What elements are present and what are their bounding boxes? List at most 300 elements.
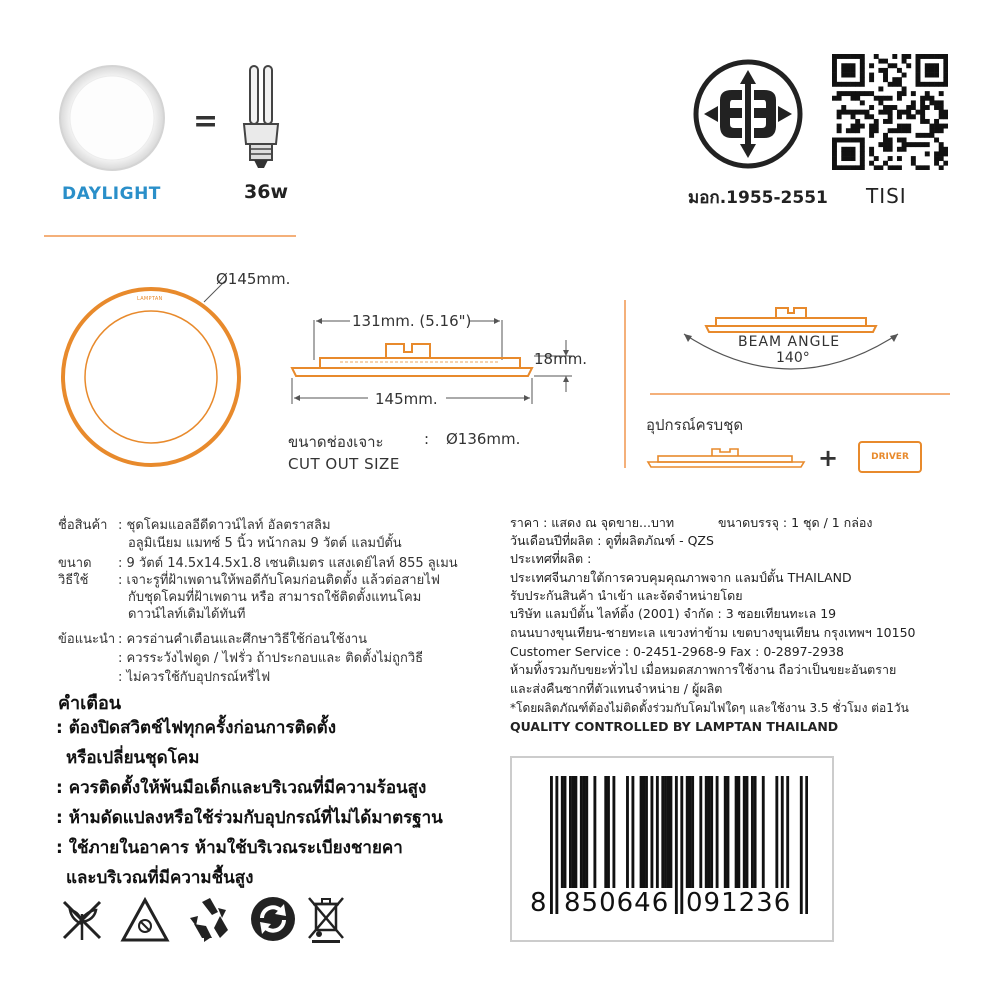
- qr-module: [943, 147, 948, 152]
- barcode-bar: [650, 776, 653, 888]
- qr-module: [916, 142, 921, 147]
- qr-module: [869, 77, 874, 82]
- qr-module: [916, 165, 921, 170]
- qr-module: [837, 165, 842, 170]
- qr-module: [911, 105, 916, 110]
- qr-module: [916, 77, 921, 82]
- barcode-bar: [640, 776, 643, 888]
- qr-module: [874, 96, 879, 101]
- qr-module: [851, 63, 856, 68]
- qr-module: [837, 110, 842, 115]
- qr-module: [851, 138, 856, 143]
- qr-module: [897, 96, 902, 101]
- qr-module: [916, 63, 921, 68]
- qr-module: [897, 68, 902, 73]
- barcode-bar: [705, 776, 708, 888]
- qr-module: [869, 105, 874, 110]
- qr-module: [939, 100, 944, 105]
- barcode-bar: [708, 776, 711, 888]
- barcode-bar: [710, 776, 713, 888]
- qr-module: [860, 68, 865, 73]
- beam-divider: [650, 393, 950, 395]
- qr-module: [906, 63, 911, 68]
- qr-module: [832, 82, 837, 87]
- qr-module: [943, 161, 948, 166]
- qr-module: [883, 138, 888, 143]
- qr-module: [943, 110, 948, 115]
- qr-module: [846, 128, 851, 133]
- qr-module: [929, 96, 934, 101]
- outer-diameter-label: Ø145mm.: [216, 270, 291, 288]
- qr-module: [929, 124, 934, 129]
- spec-advice-line3: : ไม่ควรใช้กับอุปกรณ์หรี่ไฟ: [118, 670, 271, 685]
- qr-module: [860, 91, 865, 96]
- qr-module: [920, 133, 925, 138]
- barcode-bar: [645, 776, 648, 888]
- qr-module: [883, 147, 888, 152]
- barcode-bar: [585, 776, 588, 888]
- qr-module: [869, 133, 874, 138]
- qr-module: [851, 91, 856, 96]
- qr-module: [897, 165, 902, 170]
- qr-module: [837, 138, 842, 143]
- qr-module: [888, 128, 893, 133]
- barcode-bar: [727, 776, 730, 888]
- qr-module: [897, 114, 902, 119]
- qr-module: [888, 96, 893, 101]
- qr-module: [874, 54, 879, 59]
- qr-module: [851, 110, 856, 115]
- qr-module: [841, 138, 846, 143]
- qr-module: [929, 82, 934, 87]
- barcode-bar: [746, 776, 749, 888]
- qr-module: [902, 73, 907, 78]
- qr-module: [888, 114, 893, 119]
- qr-module: [878, 142, 883, 147]
- qr-module: [855, 165, 860, 170]
- qr-module: [929, 63, 934, 68]
- qr-module: [860, 110, 865, 115]
- info-disposal-2: และส่งคืนซากที่ตัวแทนจำหน่าย / ผู้ผลิต: [510, 681, 723, 696]
- barcode-bar: [550, 776, 553, 914]
- qr-module: [860, 156, 865, 161]
- qr-module: [939, 147, 944, 152]
- spec-name-label: ชื่อสินค้า: [58, 518, 108, 533]
- qr-module: [902, 142, 907, 147]
- qr-module: [920, 119, 925, 124]
- qr-module: [943, 73, 948, 78]
- qr-module: [911, 142, 916, 147]
- barcode-bar: [580, 776, 583, 888]
- qr-module: [851, 82, 856, 87]
- qr-module: [902, 138, 907, 143]
- qr-module: [837, 54, 842, 59]
- qr-module: [906, 110, 911, 115]
- info-country: ประเทศจีนภายใต้การควบคุมคุณภาพจาก แลมป์ตั้น THAILAND: [510, 570, 852, 585]
- qr-module: [860, 100, 865, 105]
- qr-module: [925, 119, 930, 124]
- qr-module: [916, 82, 921, 87]
- qr-module: [837, 114, 842, 119]
- barcode-bar: [561, 776, 564, 888]
- barcode-digits-right: 091236: [686, 888, 792, 918]
- qr-module: [855, 124, 860, 129]
- front-brand-small: LAMPTAN: [137, 296, 163, 302]
- qr-module: [851, 128, 856, 133]
- qr-module: [864, 110, 869, 115]
- qr-module: [869, 73, 874, 78]
- qr-module: [925, 91, 930, 96]
- warning-2: : ควรติดตั้งให้พ้นมือเด็กและบริเวณที่มีความร้อนสูง: [56, 778, 427, 798]
- qr-module: [888, 147, 893, 152]
- info-price: ราคา : แสดง ณ จุดขาย...บาท: [510, 515, 675, 530]
- warning-4b: และบริเวณที่มีความชื้นสูง: [66, 868, 254, 888]
- qr-module: [837, 124, 842, 129]
- barcode-bar: [786, 776, 789, 888]
- barcode-bar: [564, 776, 567, 888]
- qr-module: [906, 54, 911, 59]
- watt-label: 36w: [244, 181, 288, 203]
- qr-module: [888, 142, 893, 147]
- spec-advice-line2: : ควรระวังไฟดูด / ไฟรั่ว ถ้าประกอบและ ติดตั้งไม่ถูกวิธี: [118, 651, 424, 666]
- qr-module: [929, 133, 934, 138]
- barcode-bar: [593, 776, 596, 888]
- qr-module: [878, 100, 883, 105]
- qr-module: [929, 73, 934, 78]
- qr-module: [851, 156, 856, 161]
- inner-width-label: 131mm. (5.16"): [352, 312, 472, 330]
- spec-size-label: ขนาด: [58, 556, 92, 571]
- qr-module: [920, 105, 925, 110]
- qr-module: [855, 96, 860, 101]
- qr-module: [832, 138, 837, 143]
- top-divider: [44, 235, 296, 237]
- qr-module: [851, 73, 856, 78]
- qr-module: [906, 105, 911, 110]
- tisi-label: TISI: [866, 184, 907, 208]
- qr-module: [869, 147, 874, 152]
- barcode-bar: [607, 776, 610, 888]
- qr-module: [860, 142, 865, 147]
- qr-module: [841, 68, 846, 73]
- qr-module: [851, 124, 856, 129]
- qr-module: [934, 63, 939, 68]
- beam-angle-value: 140°: [776, 350, 810, 366]
- cutout-colon: :: [424, 430, 430, 448]
- qr-module: [874, 128, 879, 133]
- qr-module: [892, 63, 897, 68]
- info-customer-service: Customer Service : 0-2451-2968-9 Fax : 0-2897-2938: [510, 644, 844, 659]
- qr-module: [892, 82, 897, 87]
- qr-module: [916, 59, 921, 64]
- barcode-bar: [569, 776, 572, 888]
- qr-module: [920, 82, 925, 87]
- qr-module: [943, 114, 948, 119]
- spec-use-label: วิธีใช้: [58, 573, 89, 588]
- qr-module: [860, 151, 865, 156]
- qr-module: [878, 96, 883, 101]
- qr-module: [934, 73, 939, 78]
- info-address: ถนนบางขุนเทียน-ชายทะเล แขวงท่าข้าม เขตบางขุนเทียน กรุงเทพฯ 10150: [510, 625, 916, 640]
- barcode-bar: [574, 776, 577, 888]
- qr-module: [878, 165, 883, 170]
- qr-module: [883, 110, 888, 115]
- qr-module: [869, 63, 874, 68]
- qr-module: [925, 133, 930, 138]
- qr-module: [892, 128, 897, 133]
- qr-module: [897, 138, 902, 143]
- qr-module: [943, 77, 948, 82]
- cutout-label-en: CUT OUT SIZE: [288, 455, 400, 473]
- qr-module: [934, 68, 939, 73]
- beam-angle-label: BEAM ANGLE: [738, 334, 841, 350]
- spec-advice-line1: : ควรอ่านคำเตือนและศึกษาวิธีใช้ก่อนใช้งาน: [118, 632, 368, 647]
- qr-module: [855, 91, 860, 96]
- qr-module: [846, 138, 851, 143]
- qr-module: [832, 161, 837, 166]
- qr-module: [925, 68, 930, 73]
- qr-module: [902, 86, 907, 91]
- qr-module: [878, 110, 883, 115]
- qr-module: [925, 142, 930, 147]
- qr-module: [943, 59, 948, 64]
- barcode-bar: [699, 776, 702, 888]
- qr-module: [883, 161, 888, 166]
- qr-module: [832, 73, 837, 78]
- qr-module: [841, 151, 846, 156]
- qr-module: [851, 114, 856, 119]
- qr-module: [883, 59, 888, 64]
- qr-module: [939, 165, 944, 170]
- qr-module: [939, 105, 944, 110]
- daylight-label: DAYLIGHT: [62, 184, 161, 204]
- qr-module: [916, 73, 921, 78]
- qr-module: [860, 147, 865, 152]
- qr-module: [897, 77, 902, 82]
- qr-module: [851, 165, 856, 170]
- qr-module: [841, 165, 846, 170]
- driver-label: DRIVER: [871, 452, 909, 462]
- height-label: 18mm.: [534, 350, 588, 368]
- qr-module: [851, 54, 856, 59]
- qr-module: [911, 100, 916, 105]
- barcode-bar: [572, 776, 575, 888]
- qr-module: [878, 86, 883, 91]
- qr-module: [920, 100, 925, 105]
- qr-module: [934, 119, 939, 124]
- qr-module: [943, 63, 948, 68]
- qr-module: [832, 96, 837, 101]
- info-disposal-1: ห้ามทิ้งรวมกับขยะทั่วไป เมื่อหมดสภาพการใช้งาน ถือว่าเป็นขยะอันตราย: [510, 662, 897, 677]
- qr-module: [920, 54, 925, 59]
- qr-module: [911, 114, 916, 119]
- weee-crossed-bin-icon: [306, 894, 346, 944]
- qr-module: [860, 161, 865, 166]
- qr-module: [851, 68, 856, 73]
- qr-module: [846, 147, 851, 152]
- qr-module: [929, 128, 934, 133]
- barcode-bar: [667, 776, 670, 888]
- qr-module: [906, 142, 911, 147]
- cutout-value: Ø136mm.: [446, 430, 521, 448]
- qr-module: [888, 138, 893, 143]
- barcode-digits-left: 850646: [564, 888, 670, 918]
- qr-module: [832, 147, 837, 152]
- qr-module: [934, 100, 939, 105]
- qr-module: [888, 63, 893, 68]
- barcode-digit-first: 8: [530, 888, 547, 918]
- qr-module: [902, 54, 907, 59]
- qr-module: [934, 105, 939, 110]
- qr-module: [846, 91, 851, 96]
- qr-module: [902, 59, 907, 64]
- qr-module: [916, 133, 921, 138]
- qr-module: [855, 82, 860, 87]
- barcode-bar: [781, 776, 784, 888]
- qr-module: [860, 63, 865, 68]
- qr-module: [892, 77, 897, 82]
- qr-module: [943, 82, 948, 87]
- qr-module: [860, 82, 865, 87]
- qr-module: [888, 82, 893, 87]
- info-warranty: รับประกันสินค้า นำเข้า และจัดจำหน่ายโดย: [510, 588, 743, 603]
- qr-code: [832, 54, 948, 170]
- qr-module: [897, 124, 902, 129]
- barcode-bar: [754, 776, 757, 888]
- barcode-bar: [735, 776, 738, 888]
- qr-module: [939, 142, 944, 147]
- barcode-bar: [626, 776, 629, 888]
- info-quality: QUALITY CONTROLLED BY LAMPTAN THAILAND: [510, 719, 839, 734]
- barcode-bar: [642, 776, 645, 888]
- qr-module: [934, 82, 939, 87]
- qr-module: [934, 151, 939, 156]
- barcode-bar: [724, 776, 727, 888]
- barcode-bar: [716, 776, 719, 888]
- warning-triangle-icon: [120, 896, 170, 944]
- qr-module: [874, 165, 879, 170]
- qr-module: [920, 165, 925, 170]
- qr-module: [925, 96, 930, 101]
- warning-4a: : ใช้ภายในอาคาร ห้ามใช้บริเวณระเบียงชายคา: [56, 838, 403, 858]
- info-country-label: ประเทศที่ผลิต :: [510, 551, 592, 566]
- qr-module: [841, 73, 846, 78]
- qr-module: [883, 96, 888, 101]
- qr-module: [846, 151, 851, 156]
- qr-module: [943, 68, 948, 73]
- barcode-bar: [737, 776, 740, 888]
- spec-use-line3: ดาวน์ไลท์เดิมได้ทันที: [128, 607, 246, 622]
- qr-module: [855, 128, 860, 133]
- qr-module: [832, 68, 837, 73]
- tis-mark-label: มอก.1955-2551: [688, 188, 828, 208]
- qr-module: [934, 124, 939, 129]
- qr-module: [869, 91, 874, 96]
- qr-module: [939, 124, 944, 129]
- qr-module: [929, 68, 934, 73]
- qr-module: [883, 119, 888, 124]
- info-company: บริษัท แลมป์ตั้น ไลท์ติ้ง (2001) จำกัด : 3 ซอยเทียนทะเล 19: [510, 606, 837, 621]
- qr-module: [869, 128, 874, 133]
- qr-module: [897, 91, 902, 96]
- qr-module: [911, 91, 916, 96]
- qr-module: [855, 110, 860, 115]
- qr-module: [939, 114, 944, 119]
- qr-module: [837, 91, 842, 96]
- barcode-bar: [680, 776, 683, 914]
- qr-module: [897, 147, 902, 152]
- qr-module: [846, 73, 851, 78]
- qr-module: [841, 110, 846, 115]
- qr-module: [864, 114, 869, 119]
- qr-module: [883, 73, 888, 78]
- qr-module: [943, 151, 948, 156]
- qr-module: [925, 151, 930, 156]
- barcode-bar: [604, 776, 607, 888]
- qr-module: [911, 161, 916, 166]
- diagram-vertical-divider: [624, 300, 626, 468]
- info-package: ขนาดบรรจุ : 1 ชุด / 1 กล่อง: [718, 515, 873, 530]
- qr-module: [878, 59, 883, 64]
- qr-module: [939, 128, 944, 133]
- tis-standard-logo: [690, 56, 806, 172]
- qr-module: [832, 151, 837, 156]
- qr-module: [902, 91, 907, 96]
- spec-name-line1: : ชุดโคมแอลอีดีดาวน์ไลท์ อัลตราสลิม: [118, 518, 331, 533]
- warning-title: คำเตือน: [58, 693, 122, 714]
- kit-downlight-drawing: [646, 446, 806, 470]
- qr-module: [916, 110, 921, 115]
- qr-module: [888, 119, 893, 124]
- qr-module: [925, 105, 930, 110]
- qr-module: [841, 82, 846, 87]
- qr-module: [846, 68, 851, 73]
- qr-module: [869, 114, 874, 119]
- qr-module: [902, 110, 907, 115]
- qr-module: [916, 68, 921, 73]
- qr-module: [860, 77, 865, 82]
- qr-module: [906, 114, 911, 119]
- warning-1b: หรือเปลี่ยนชุดโคม: [66, 748, 200, 768]
- barcode-bar: [800, 776, 803, 914]
- barcode-bar: [743, 776, 746, 888]
- barcode-bar: [555, 776, 558, 914]
- qr-module: [939, 91, 944, 96]
- qr-module: [837, 128, 842, 133]
- spec-use-line2: กับชุดโคมที่ฝ้าเพดาน หรือ สามารถใช้ติดตั้งแทนโคม: [128, 590, 422, 605]
- qr-module: [855, 138, 860, 143]
- qr-module: [832, 59, 837, 64]
- barcode-bar: [805, 776, 808, 914]
- driver-box: [858, 441, 922, 473]
- qr-module: [920, 114, 925, 119]
- qr-module: [874, 124, 879, 129]
- barcode-bar: [751, 776, 754, 888]
- qr-module: [837, 96, 842, 101]
- qr-module: [939, 156, 944, 161]
- qr-module: [841, 91, 846, 96]
- qr-module: [939, 110, 944, 115]
- barcode-bar: [762, 776, 765, 888]
- qr-module: [846, 54, 851, 59]
- qr-module: [939, 82, 944, 87]
- qr-module: [846, 110, 851, 115]
- qr-module: [934, 54, 939, 59]
- cfl-bulb-icon: [236, 62, 286, 174]
- barcode-bar: [664, 776, 667, 888]
- qr-module: [925, 63, 930, 68]
- qr-module: [860, 138, 865, 143]
